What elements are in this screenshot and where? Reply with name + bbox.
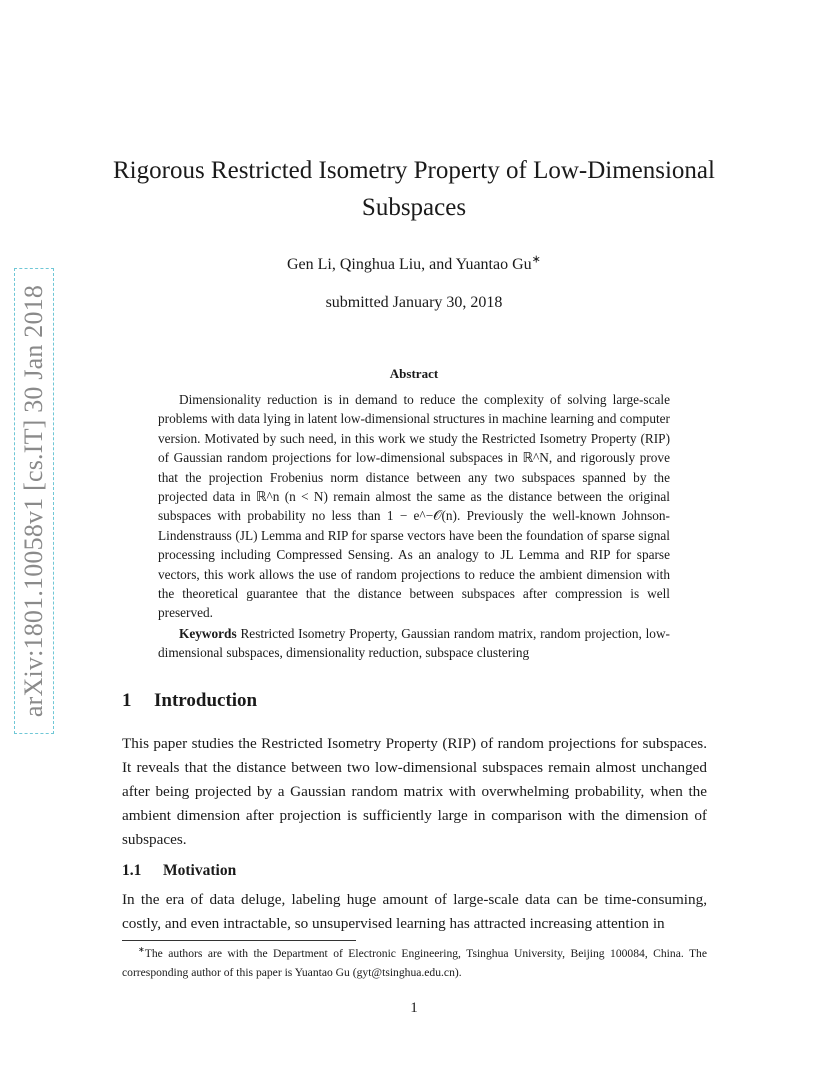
arxiv-identifier[interactable]: arXiv:1801.10058v1 [cs.IT] 30 Jan 2018 xyxy=(19,284,48,718)
section-number: 1 xyxy=(122,690,132,711)
abstract-body: Dimensionality reduction is in demand to reduce the complexity of solving large-scale problems with data lying in latent low-dimensional structures in machine learning and computer version. Motivated by such need, in this work we study the Restricted Isometry Property (RIP) of Gaussian random projections for low-dimensional subspaces in ℝ^N, and rigorously prove that the projection Frobenius norm distance between any two subspaces spanned by the projected data in ℝ^n (n < N) remain almost the same as the distance between the original subspaces with probability no less than 1 − e^−𝒪(n). Previously the well-known Johnson-Lindenstrauss (JL) Lemma and RIP for sparse vectors have been the foundation of sparse signal processing including Compressed Sensing. As an analogy to JL Lemma and RIP for sparse vectors, this work allows the use of random projections to reduce the ambient dimension with the theoretical guarantee that the distance between subspaces after compression is well preserved. xyxy=(158,392,670,621)
footnote xyxy=(122,944,707,982)
keywords-label: Keywords xyxy=(179,625,237,641)
motivation-paragraph: In the era of data deluge, labeling huge amount of large-scale data can be time-consuming, costly, and even intractable, so unsupervised learning has attracted increasing attention in xyxy=(122,891,707,932)
section-title: Introduction xyxy=(154,690,258,711)
title-line-1: Rigorous Restricted Isometry Property of Low-Dimensional xyxy=(113,157,715,184)
section-heading xyxy=(122,690,257,712)
subsection-heading xyxy=(122,862,236,880)
abstract-block xyxy=(158,390,670,663)
authors-text: Gen Li, Qinghua Liu, and Yuantao Gu xyxy=(286,256,532,273)
author-list xyxy=(100,253,728,274)
arxiv-sidebar-stamp xyxy=(14,268,54,734)
title-line-2: Subspaces xyxy=(361,194,467,221)
abstract-heading: Abstract xyxy=(389,366,439,381)
paper-title xyxy=(100,152,728,226)
subsection-title: Motivation xyxy=(163,862,237,879)
author-footnote-mark[interactable]: ∗ xyxy=(531,253,542,266)
footnote-mark: ∗ xyxy=(138,945,145,955)
keywords-paragraph xyxy=(158,624,670,663)
submission-date: submitted January 30, 2018 xyxy=(325,294,503,311)
page-number: 1 xyxy=(410,1000,418,1016)
subsection-number: 1.1 xyxy=(122,862,142,879)
keywords-text: Restricted Isometry Property, Gaussian random matrix, random projection, low-dimensional subspaces, dimensionality reduction, subspace clustering xyxy=(158,625,670,661)
introduction-paragraph: This paper studies the Restricted Isometry Property (RIP) of random projections for subspaces. It reveals that the distance between two low-dimensional subspaces remain almost unchanged after being projected by a Gaussian random matrix with overwhelming probability, when the ambient dimension after projection is sufficiently large in comparison with the dimension of subspaces. xyxy=(122,735,707,848)
footnote-divider xyxy=(122,940,356,941)
footnote-text: The authors are with the Department of Electronic Engineering, Tsinghua University, Beijing 100084, China. The corresponding author of this paper is Yuantao Gu (gyt@tsinghua.edu.cn). xyxy=(122,947,707,979)
